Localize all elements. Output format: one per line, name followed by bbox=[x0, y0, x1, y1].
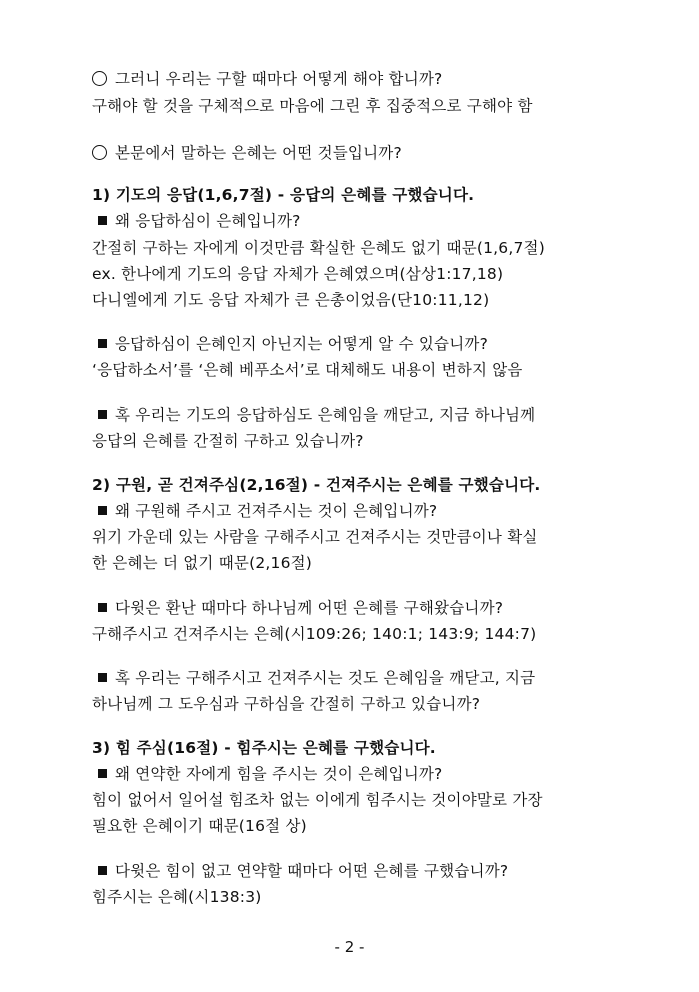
question-text: 본문에서 말하는 은혜는 어떤 것들입니까? bbox=[115, 144, 402, 162]
sub-question bbox=[92, 761, 612, 787]
square-bullet-icon bbox=[98, 673, 107, 682]
square-bullet-icon bbox=[98, 216, 107, 225]
sub-question bbox=[92, 858, 612, 884]
sub-question-text: 왜 연약한 자에게 힘을 주시는 것이 은혜입니까? bbox=[115, 765, 443, 783]
section-heading: 3) 힘 주심(16절) - 힘주시는 은혜를 구했습니다. bbox=[92, 739, 436, 757]
sub-question bbox=[92, 402, 612, 428]
answer-text: 힘이 없어서 일어설 힘조차 없는 이에게 힘주시는 것이야말로 가장 bbox=[92, 791, 543, 809]
section-heading: 2) 구원, 곧 건져주심(2,16절) - 건져주시는 은혜를 구했습니다. bbox=[92, 476, 541, 494]
sub-question-text: 다윗은 힘이 없고 연약할 때마다 어떤 은혜를 구했습니까? bbox=[115, 862, 509, 880]
square-bullet-icon bbox=[98, 506, 107, 515]
circle-marker-icon bbox=[92, 145, 107, 160]
sub-question bbox=[92, 665, 612, 691]
answer-text: 간절히 구하는 자에게 이것만큼 확실한 은혜도 없기 때문(1,6,7절) bbox=[92, 239, 545, 257]
square-bullet-icon bbox=[98, 603, 107, 612]
square-bullet-icon bbox=[98, 866, 107, 875]
question-text: 그러니 우리는 구할 때마다 어떻게 해야 합니까? bbox=[115, 70, 443, 88]
sub-question bbox=[92, 595, 612, 621]
circle-marker-icon bbox=[92, 71, 107, 86]
answer-text: 위기 가운데 있는 사람을 구해주시고 건져주시는 것만큼이나 확실 bbox=[92, 528, 538, 546]
sub-question-text: 응답의 은혜를 간절히 구하고 있습니까? bbox=[92, 432, 364, 450]
sub-question-text: 혹 우리는 구해주시고 건져주시는 것도 은혜임을 깨닫고, 지금 bbox=[115, 669, 536, 687]
square-bullet-icon bbox=[98, 339, 107, 348]
page-number: - 2 - bbox=[334, 938, 365, 956]
sub-question-text: 혹 우리는 기도의 응답하심도 은혜임을 깨닫고, 지금 하나님께 bbox=[115, 406, 536, 424]
answer-text: 필요한 은혜이기 때문(16절 상) bbox=[92, 817, 307, 835]
sub-question-text: 응답하심이 은혜인지 아닌지는 어떻게 알 수 있습니까? bbox=[115, 335, 488, 353]
answer-text: ‘응답하소서’를 ‘은혜 베푸소서’로 대체해도 내용이 변하지 않음 bbox=[92, 361, 523, 379]
question-item bbox=[92, 140, 612, 166]
sub-question-text: 왜 응답하심이 은혜입니까? bbox=[115, 212, 301, 230]
answer-text: 구해야 할 것을 구체적으로 마음에 그린 후 집중적으로 구해야 함 bbox=[92, 97, 533, 115]
question-item bbox=[92, 66, 612, 92]
square-bullet-icon bbox=[98, 410, 107, 419]
answer-text: 한 은혜는 더 없기 때문(2,16절) bbox=[92, 554, 313, 572]
section-heading: 1) 기도의 응답(1,6,7절) - 응답의 은혜를 구했습니다. bbox=[92, 186, 475, 204]
sub-question bbox=[92, 208, 612, 234]
answer-text: 구해주시고 건져주시는 은혜(시109:26; 140:1; 143:9; 144:7) bbox=[92, 625, 537, 643]
answer-text: 힘주시는 은혜(시138:3) bbox=[92, 888, 262, 906]
answer-text: 다니엘에게 기도 응답 자체가 큰 은총이었음(단10:11,12) bbox=[92, 291, 490, 309]
sub-question bbox=[92, 498, 612, 524]
sub-question bbox=[92, 331, 612, 357]
sub-question-text: 다윗은 환난 때마다 하나님께 어떤 은혜를 구해왔습니까? bbox=[115, 599, 504, 617]
square-bullet-icon bbox=[98, 769, 107, 778]
sub-question-text: 왜 구원해 주시고 건져주시는 것이 은혜입니까? bbox=[115, 502, 438, 520]
sub-question-text: 하나님께 그 도우심과 구하심을 간절히 구하고 있습니까? bbox=[92, 695, 481, 713]
answer-text: ex. 한나에게 기도의 응답 자체가 은혜였으며(삼상1:17,18) bbox=[92, 265, 504, 283]
